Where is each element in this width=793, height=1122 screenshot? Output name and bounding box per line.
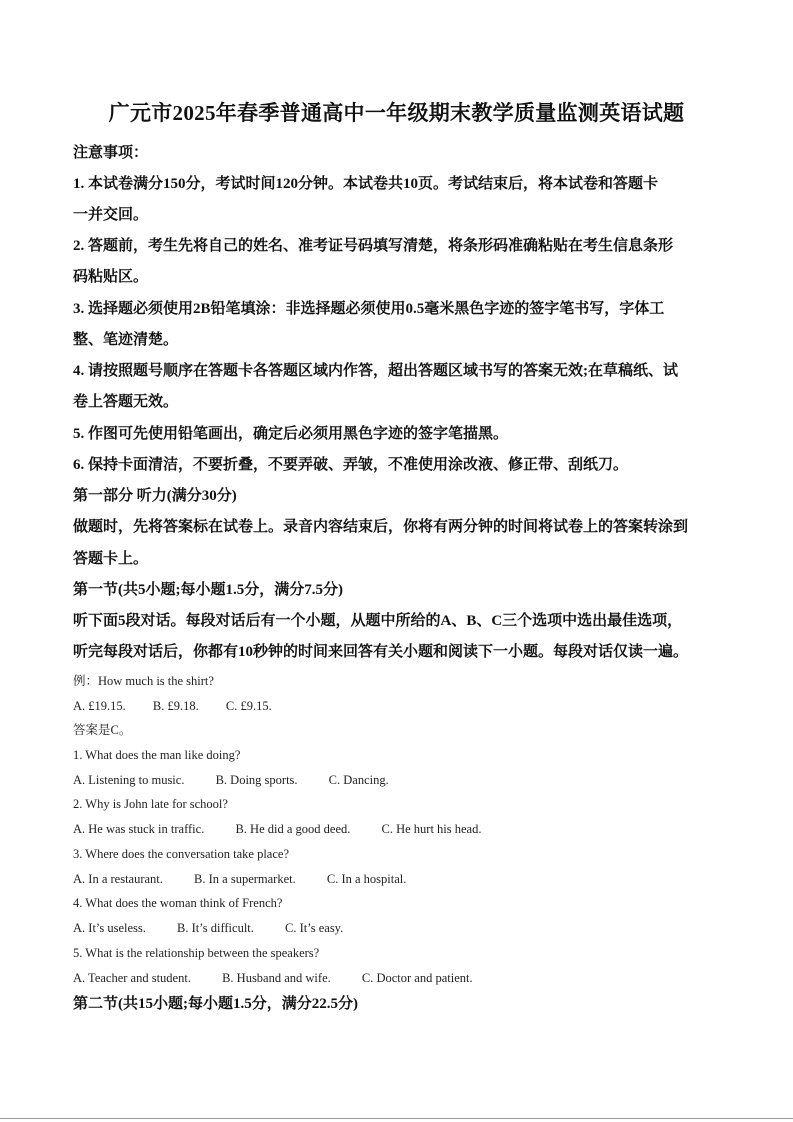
question-1: 1. What does the man like doing? bbox=[73, 748, 241, 762]
notice-line: 一并交回。 bbox=[73, 207, 149, 223]
option-c: C. Dancing. bbox=[328, 773, 389, 787]
notice-line: 2. 答题前，考生先将自己的姓名、准考证号码填写清楚，将条形码准确粘贴在考生信息条形 bbox=[73, 238, 674, 254]
option-b: B. He did a good deed. bbox=[235, 822, 351, 836]
part1-intro-line: 做题时，先将答案标在试卷上。录音内容结束后，你将有两分钟的时间将试卷上的答案转涂到 bbox=[73, 519, 689, 535]
notice-line: 3. 选择题必须使用2B铅笔填涂：非选择题必须使用0.5毫米黑色字迹的签字笔书写，字体工 bbox=[73, 301, 665, 317]
option-b: B. In a supermarket. bbox=[194, 872, 296, 886]
section1-intro-line: 听下面5段对话。每段对话后有一个小题，从题中所给的A、B、C三个选项中选出最佳选项， bbox=[73, 613, 683, 629]
notice-line: 卷上答题无效。 bbox=[73, 394, 179, 410]
example-options bbox=[73, 695, 272, 717]
option-b: B. Doing sports. bbox=[215, 773, 298, 787]
page-bottom-rule bbox=[0, 1118, 793, 1119]
notice-line: 整、笔迹清楚。 bbox=[73, 332, 179, 348]
section1-intro-line: 听完每段对话后，你都有10秒钟的时间来回答有关小题和阅读下一小题。每段对话仅读一遍。 bbox=[73, 644, 689, 660]
question-5: 5. What is the relationship between the speakers? bbox=[73, 946, 320, 960]
question-3-options bbox=[73, 868, 406, 890]
notice-line: 5. 作图可先使用铅笔画出，确定后必须用黑色字迹的签字笔描黑。 bbox=[73, 426, 509, 442]
part1-intro-line: 答题卡上。 bbox=[73, 551, 149, 567]
question-2: 2. Why is John late for school? bbox=[73, 797, 228, 811]
question-3: 3. Where does the conversation take place? bbox=[73, 847, 289, 861]
option-b: B. £9.18. bbox=[152, 699, 199, 713]
option-a: A. In a restaurant. bbox=[73, 872, 163, 886]
notice-line: 6. 保持卡面清洁，不要折叠，不要弄破、弄皱，不准使用涂改液、修正带、刮纸刀。 bbox=[73, 457, 629, 473]
notice-heading: 注意事项： bbox=[73, 145, 149, 161]
option-a: A. He was stuck in traffic. bbox=[73, 822, 205, 836]
option-c: C. £9.15. bbox=[225, 699, 272, 713]
example-question: 例：How much is the shirt? bbox=[73, 674, 214, 688]
option-b: B. It’s difficult. bbox=[177, 921, 254, 935]
question-4: 4. What does the woman think of French? bbox=[73, 896, 283, 910]
question-2-options bbox=[73, 818, 481, 840]
option-a: A. Listening to music. bbox=[73, 773, 185, 787]
notice-line: 4. 请按照题号顺序在答题卡各答题区域内作答，超出答题区域书写的答案无效;在草稿纸、试 bbox=[73, 363, 678, 379]
option-c: C. In a hospital. bbox=[326, 872, 407, 886]
option-a: A. £19.15. bbox=[73, 699, 126, 713]
notice-line: 码粘贴区。 bbox=[73, 269, 149, 285]
option-a: A. It’s useless. bbox=[73, 921, 146, 935]
question-5-options bbox=[73, 967, 473, 989]
option-c: C. It’s easy. bbox=[285, 921, 344, 935]
notice-line: 1. 本试卷满分150分，考试时间120分钟。本试卷共10页。考试结束后，将本试卷和答题卡 bbox=[73, 176, 659, 192]
page-title: 广元市2025年春季普通高中一年级期末教学质量监测英语试题 bbox=[108, 101, 685, 125]
option-b: B. Husband and wife. bbox=[222, 971, 331, 985]
question-4-options bbox=[73, 917, 343, 939]
option-c: C. Doctor and patient. bbox=[361, 971, 473, 985]
section1-heading: 第一节(共5小题;每小题1.5分，满分7.5分) bbox=[73, 582, 343, 598]
part1-heading: 第一部分 听力(满分30分) bbox=[73, 488, 237, 504]
option-a: A. Teacher and student. bbox=[73, 971, 191, 985]
option-c: C. He hurt his head. bbox=[381, 822, 482, 836]
section2-heading: 第二节(共15小题;每小题1.5分，满分22.5分) bbox=[73, 996, 358, 1012]
question-1-options bbox=[73, 769, 389, 791]
example-answer: 答案是C。 bbox=[73, 723, 132, 737]
